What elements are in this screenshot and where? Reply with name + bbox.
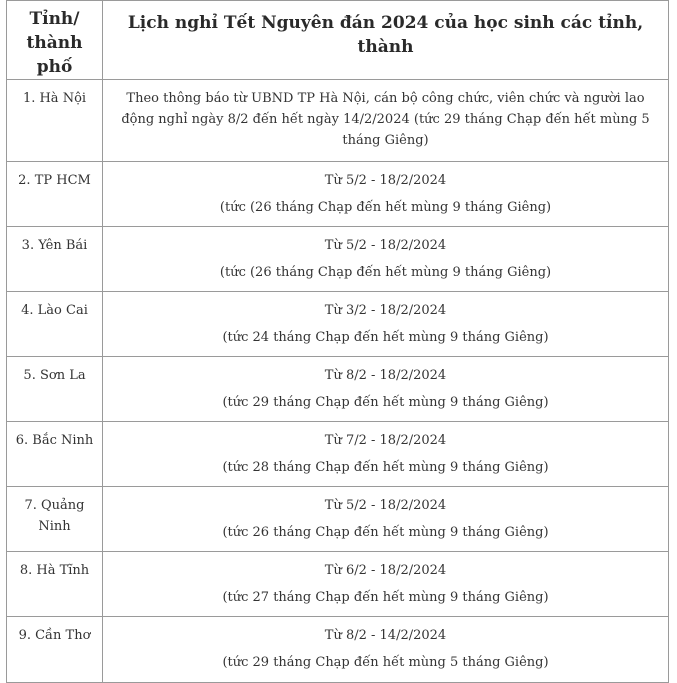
- lunar-note: (tức 28 tháng Chạp đến hết mùng 9 tháng Giêng): [222, 460, 549, 475]
- schedule-cell: [103, 422, 669, 487]
- date-range: Từ 7/2 - 18/2/2024: [324, 433, 447, 448]
- lunar-note: (tức (26 tháng Chạp đến hết mùng 9 tháng Giêng): [219, 265, 552, 280]
- province-cell: 6. Bắc Ninh: [7, 422, 103, 487]
- header-province: Tỉnh/ thành phố: [7, 1, 103, 80]
- table-row: [7, 357, 669, 422]
- table-row: [7, 292, 669, 357]
- province-cell: 5. Sơn La: [7, 357, 103, 422]
- province-cell: 7. Quảng Ninh: [7, 487, 103, 552]
- province-cell: 9. Cần Thơ: [7, 617, 103, 683]
- tet-holiday-table: [6, 0, 669, 683]
- table-row: [7, 422, 669, 487]
- table-row: [7, 487, 669, 552]
- schedule-cell: [103, 227, 669, 292]
- schedule-cell: [103, 552, 669, 617]
- date-range: Từ 8/2 - 14/2/2024: [324, 628, 447, 643]
- schedule-cell: Theo thông báo từ UBND TP Hà Nội, cán bộ công chức, viên chức và người lao động nghỉ ngày 8/2 đến hết ngày 14/2/2024 (tức 29 tháng Chạp đến hết mùng 5 tháng Giêng): [103, 80, 669, 162]
- date-range: Từ 5/2 - 18/2/2024: [324, 238, 447, 253]
- lunar-note: (tức 29 tháng Chạp đến hết mùng 5 tháng Giêng): [222, 655, 549, 670]
- province-cell: 8. Hà Tĩnh: [7, 552, 103, 617]
- province-cell: 1. Hà Nội: [7, 80, 103, 162]
- table-row: [7, 227, 669, 292]
- table-row: [7, 552, 669, 617]
- date-range: Từ 6/2 - 18/2/2024: [324, 563, 447, 578]
- table-row: [7, 617, 669, 683]
- table-row: [7, 162, 669, 227]
- date-range: Từ 5/2 - 18/2/2024: [324, 498, 447, 513]
- date-range: Từ 5/2 - 18/2/2024: [324, 173, 447, 188]
- lunar-note: (tức 26 tháng Chạp đến hết mùng 9 tháng Giêng): [222, 525, 549, 540]
- date-range: Từ 3/2 - 18/2/2024: [324, 303, 447, 318]
- lunar-note: (tức (26 tháng Chạp đến hết mùng 9 tháng Giêng): [219, 200, 552, 215]
- lunar-note: (tức 24 tháng Chạp đến hết mùng 9 tháng Giêng): [222, 330, 549, 345]
- lunar-note: (tức 29 tháng Chạp đến hết mùng 9 tháng Giêng): [222, 395, 549, 410]
- schedule-cell: [103, 617, 669, 683]
- schedule-cell: [103, 357, 669, 422]
- lunar-note: (tức 27 tháng Chạp đến hết mùng 9 tháng Giêng): [222, 590, 549, 605]
- schedule-cell: [103, 292, 669, 357]
- province-cell: 4. Lào Cai: [7, 292, 103, 357]
- schedule-cell: [103, 487, 669, 552]
- table-row: [7, 80, 669, 162]
- date-range: Từ 8/2 - 18/2/2024: [324, 368, 447, 383]
- header-schedule: Lịch nghỉ Tết Nguyên đán 2024 của học sinh các tỉnh, thành: [103, 1, 669, 80]
- province-cell: 2. TP HCM: [7, 162, 103, 227]
- table-header-row: [7, 1, 669, 80]
- schedule-cell: [103, 162, 669, 227]
- province-cell: 3. Yên Bái: [7, 227, 103, 292]
